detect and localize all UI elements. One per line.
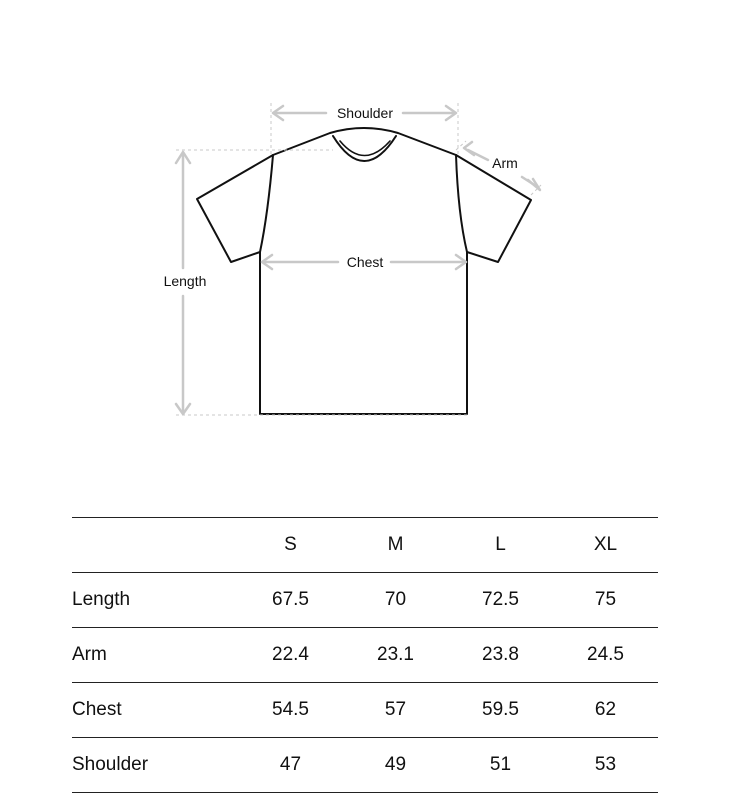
row-label: Length: [72, 573, 238, 628]
row-label: Shoulder: [72, 738, 238, 793]
table-cell: 47: [238, 738, 343, 793]
size-chart-table: [72, 517, 658, 793]
chest-label: Chest: [346, 254, 384, 270]
row-label: Chest: [72, 683, 238, 738]
size-body: [72, 573, 658, 793]
length-label: Length: [163, 273, 207, 289]
table-cell: 54.5: [238, 683, 343, 738]
table-cell: 72.5: [448, 573, 553, 628]
table-cell: 22.4: [238, 628, 343, 683]
shoulder-label: Shoulder: [336, 105, 394, 121]
table-cell: 62: [553, 683, 658, 738]
table-row: [72, 573, 658, 628]
size-header-xl: XL: [553, 518, 658, 573]
table-cell: 23.8: [448, 628, 553, 683]
table-cell: 67.5: [238, 573, 343, 628]
table-row: [72, 628, 658, 683]
table-cell: 53: [553, 738, 658, 793]
row-label: Arm: [72, 628, 238, 683]
table-row: [72, 738, 658, 793]
table-cell: 49: [343, 738, 448, 793]
header-corner: [72, 518, 238, 573]
table-cell: 51: [448, 738, 553, 793]
table-cell: 57: [343, 683, 448, 738]
size-header-l: L: [448, 518, 553, 573]
table-cell: 70: [343, 573, 448, 628]
table-cell: 24.5: [553, 628, 658, 683]
table-cell: 23.1: [343, 628, 448, 683]
tshirt-outline: [197, 128, 531, 414]
size-header: [72, 518, 658, 573]
arm-label: Arm: [492, 155, 518, 171]
table-cell: 75: [553, 573, 658, 628]
header-row: [72, 518, 658, 573]
table-cell: 59.5: [448, 683, 553, 738]
table-row: [72, 683, 658, 738]
size-header-s: S: [238, 518, 343, 573]
size-header-m: M: [343, 518, 448, 573]
